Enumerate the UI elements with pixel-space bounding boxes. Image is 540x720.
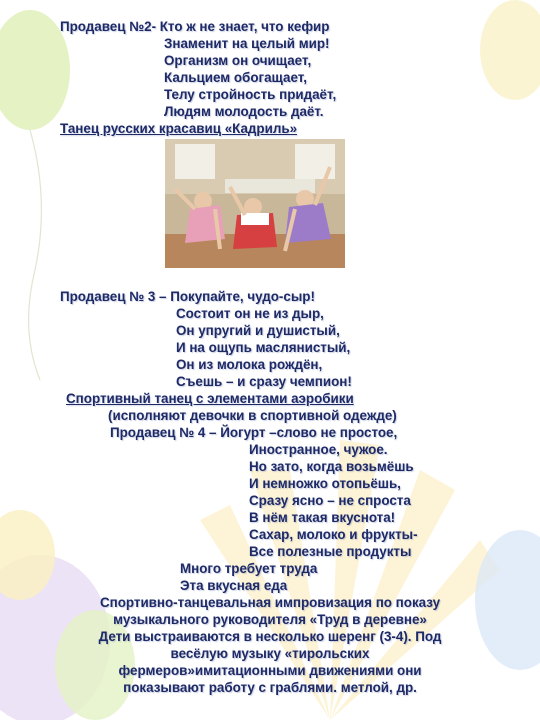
seller4-line-6: Сахар, молоко и фрукты- (249, 527, 418, 542)
seller4-line-7: Все полезные продукты (249, 544, 412, 559)
seller2-line-4: Телу стройность придаёт, (164, 87, 337, 102)
seller4-line-3: И немножко отопьёшь, (249, 476, 401, 491)
seller3-line-1: Состоит он не из дыр, (176, 306, 324, 321)
closing-line-2: Эта вкусная еда (180, 578, 288, 593)
seller2-line-3: Кальцием обогащает, (164, 70, 307, 85)
final-line-6: показывают работу с граблями. метлой, др. (123, 680, 417, 695)
closing-line-1: Много требует труда (180, 561, 318, 576)
seller4-heading: Продавец № 4 – Йогурт –слово не простое, (110, 425, 398, 440)
dance-photo (165, 139, 345, 268)
seller4-line-4: Сразу ясно – не спроста (249, 493, 411, 508)
final-line-4: весёлую музыку «тирольских (170, 646, 370, 661)
seller3-line-3: И на ощупь маслянистый, (176, 340, 351, 355)
dancing-girls-photo-icon (165, 139, 345, 268)
seller3-line-2: Он упругий и душистый, (176, 323, 340, 338)
seller4-line-1: Иностранное, чужое. (249, 442, 388, 457)
dance2-note: (исполняют девочки в спортивной одежде) (108, 408, 397, 423)
seller4-line-5: В нём такая вкуснота! (249, 510, 396, 525)
seller3-line-5: Съешь – и сразу чемпион! (176, 374, 352, 389)
seller3-heading: Продавец № 3 – Покупайте, чудо-сыр! (60, 289, 315, 304)
balloon-string (29, 130, 42, 380)
dance1-title: Танец русских красавиц «Кадриль» (60, 121, 298, 136)
seller3-line-4: Он из молока рождён, (176, 357, 323, 372)
seller2-line-2: Организм он очищает, (164, 53, 312, 68)
seller4-line-2: Но зато, когда возьмёшь (249, 459, 414, 474)
seller2-line-1: Знаменит на целый мир! (164, 36, 330, 51)
final-line-2: музыкального руководителя «Труд в деревне» (113, 612, 427, 627)
final-line-3: Дети выстраиваются в несколько шеренг (3-4). Под (98, 629, 442, 644)
final-line-5: фермеров»имитационными движениями они (118, 663, 422, 678)
final-line-1: Спортивно-танцевальная импровизация по показу (99, 595, 441, 610)
balloon-yellow-right (480, 0, 540, 100)
seller2-line-5: Людям молодость даёт. (164, 104, 324, 119)
seller2-heading: Продавец №2- Кто ж не знает, что кефир (60, 19, 330, 34)
dance2-title: Спортивный танец с элементами аэробики (66, 391, 354, 406)
